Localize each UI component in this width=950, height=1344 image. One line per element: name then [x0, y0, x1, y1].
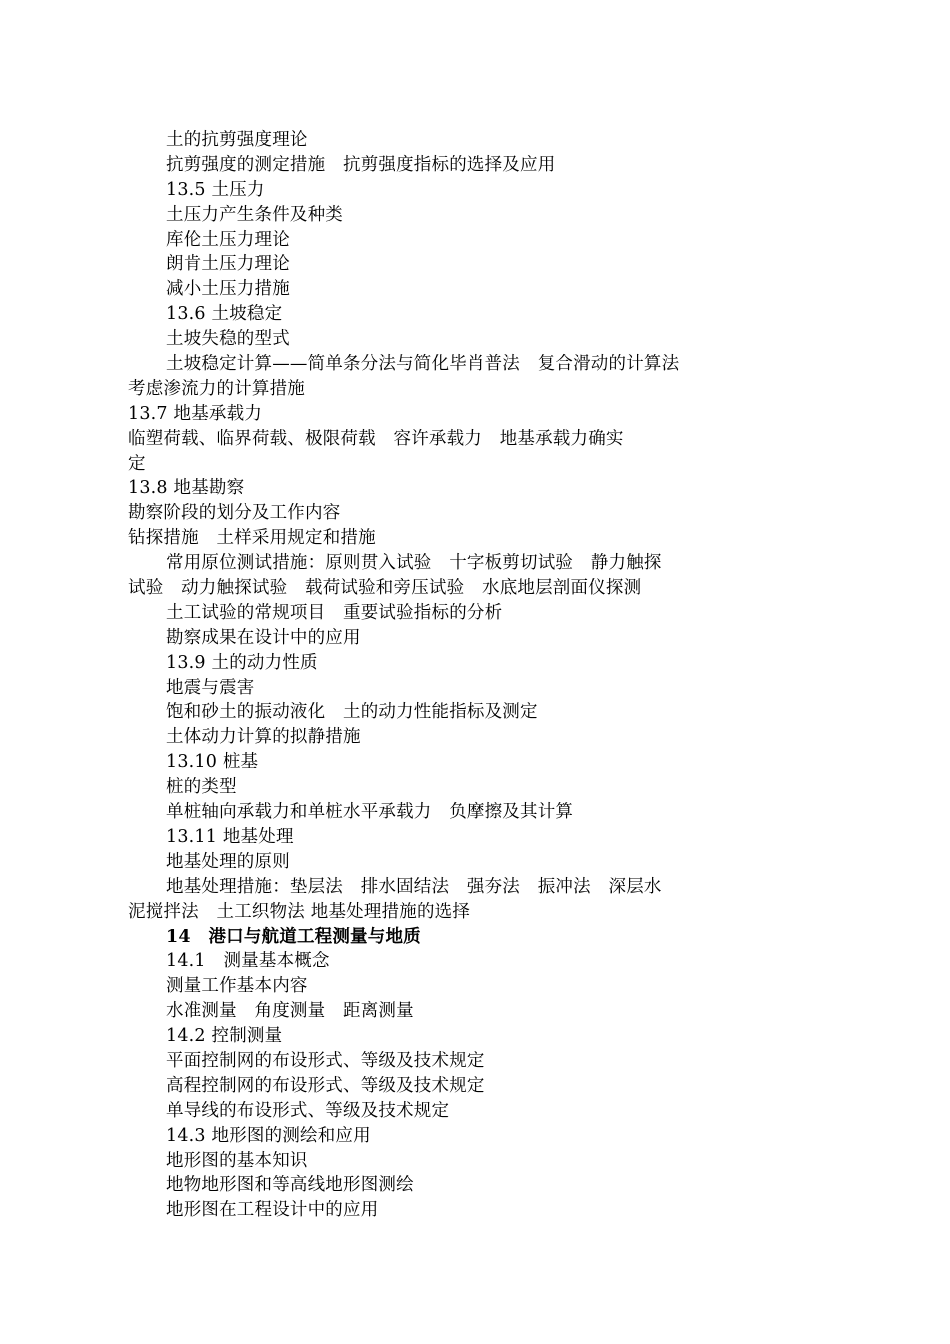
text-line: 13.7 地基承载力 — [128, 403, 263, 424]
text-line: 地震与震害 — [166, 677, 255, 698]
text-line: 13.5 土压力 — [166, 179, 265, 200]
text-line: 13.11 地基处理 — [166, 826, 294, 847]
text-line: 13.8 地基勘察 — [128, 478, 245, 499]
text-line: 14.1 测量基本概念 — [166, 951, 330, 972]
text-line: 土体动力计算的拟静措施 — [166, 727, 361, 748]
text-line: 考虑渗流力的计算措施 — [128, 378, 305, 399]
text-line: 土坡失稳的型式 — [166, 329, 290, 350]
text-line: 泥搅拌法 土工织物法 地基处理措施的选择 — [128, 901, 471, 922]
text-line: 测量工作基本内容 — [166, 976, 308, 997]
text-line: 地物地形图和等高线地形图测绘 — [166, 1175, 414, 1196]
text-line: 桩的类型 — [166, 777, 237, 798]
text-line: 地基处理的原则 — [166, 851, 290, 872]
text-line: 13.9 土的动力性质 — [166, 652, 318, 673]
text-line: 13.10 桩基 — [166, 752, 259, 773]
section-heading: 14 港口与航道工程测量与地质 — [166, 926, 421, 947]
text-line: 钻探措施 土样采用规定和措施 — [128, 528, 376, 549]
text-line: 土压力产生条件及种类 — [166, 204, 343, 225]
text-line: 朗肯土压力理论 — [166, 254, 290, 275]
text-line: 抗剪强度的测定措施 抗剪强度指标的选择及应用 — [166, 154, 556, 175]
text-line: 土的抗剪强度理论 — [166, 130, 308, 150]
text-line: 地形图在工程设计中的应用 — [166, 1200, 379, 1221]
text-line: 临塑荷载、临界荷载、极限荷载 容许承载力 地基承载力确实 — [128, 428, 624, 449]
text-line: 单桩轴向承载力和单桩水平承载力 负摩擦及其计算 — [166, 802, 574, 823]
text-line: 地形图的基本知识 — [166, 1150, 308, 1171]
text-line: 土坡稳定计算——简单条分法与简化毕肖普法 复合滑动的计算法 — [166, 354, 680, 375]
text-line: 地基处理措施：垫层法 排水固结法 强夯法 振冲法 深层水 — [166, 876, 662, 897]
text-line: 减小土压力措施 — [166, 279, 290, 300]
text-line: 水准测量 角度测量 距离测量 — [166, 1001, 414, 1022]
text-line: 土工试验的常规项目 重要试验指标的分析 — [166, 602, 503, 623]
text-line: 14.3 地形图的测绘和应用 — [166, 1125, 371, 1146]
text-line: 平面控制网的布设形式、等级及技术规定 — [166, 1050, 485, 1071]
document-body — [128, 128, 728, 1223]
text-line: 定 — [128, 453, 146, 474]
text-line: 常用原位测试措施：原则贯入试验 十字板剪切试验 静力触探 — [166, 553, 662, 574]
text-line: 饱和砂土的振动液化 土的动力性能指标及测定 — [166, 702, 538, 723]
text-line: 库伦土压力理论 — [166, 229, 290, 250]
text-line: 单导线的布设形式、等级及技术规定 — [166, 1100, 450, 1121]
text-line: 高程控制网的布设形式、等级及技术规定 — [166, 1075, 485, 1096]
text-line: 勘察阶段的划分及工作内容 — [128, 503, 341, 524]
text-line: 14.2 控制测量 — [166, 1026, 283, 1047]
text-line: 试验 动力触探试验 载荷试验和旁压试验 水底地层剖面仪探测 — [128, 578, 642, 599]
text-line: 勘察成果在设计中的应用 — [166, 627, 361, 648]
text-line: 13.6 土坡稳定 — [166, 304, 283, 325]
